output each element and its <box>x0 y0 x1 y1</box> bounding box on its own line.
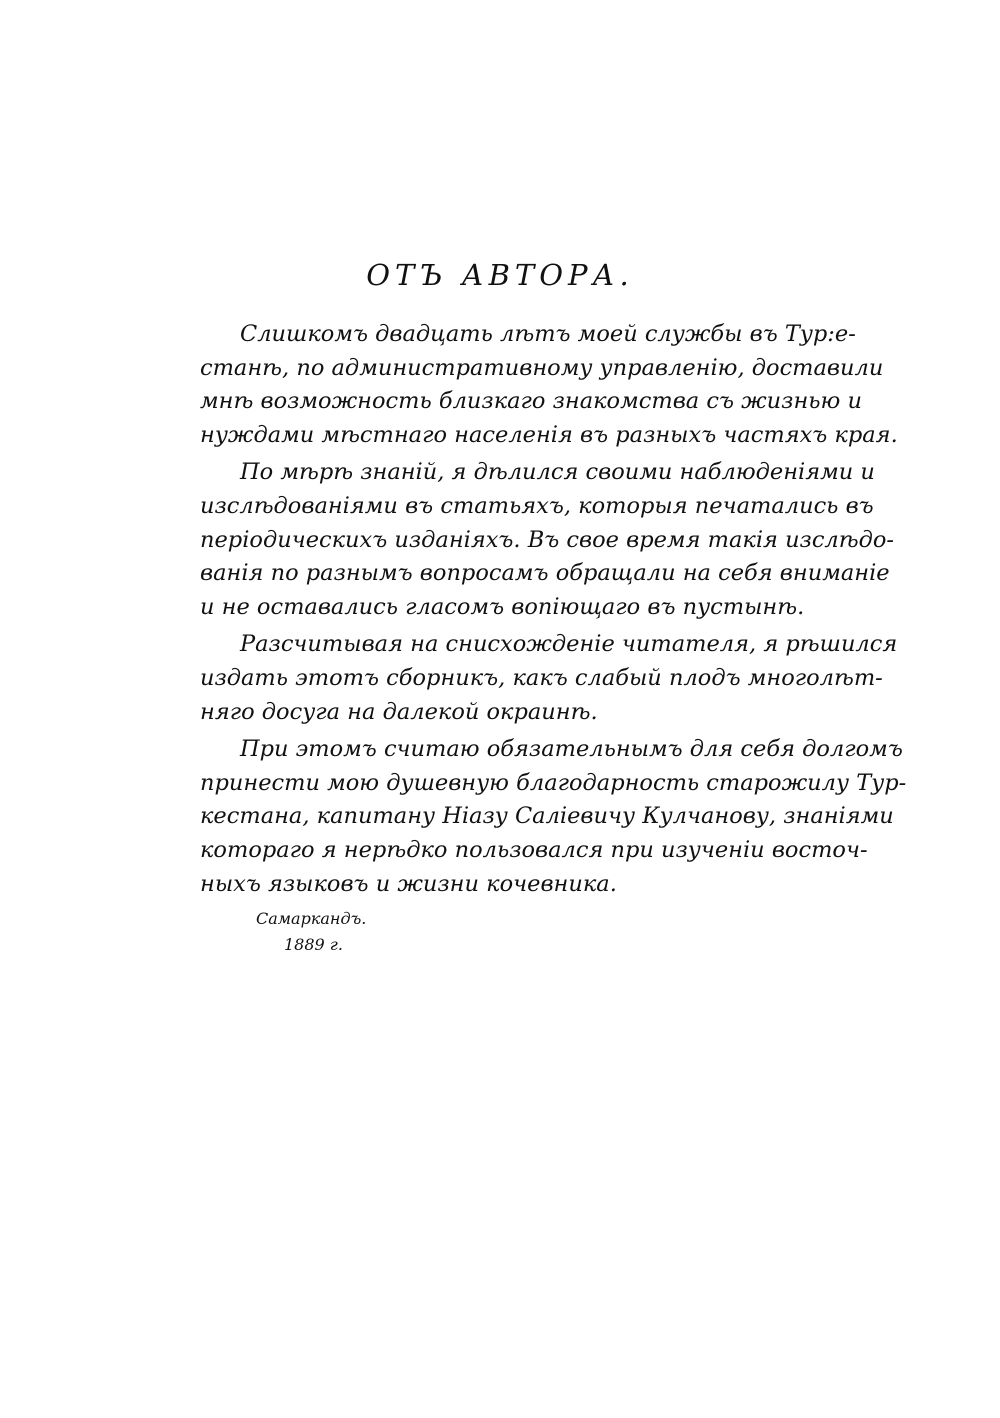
text-line: Слишкомъ двадцать лѣтъ моей службы въ Тур:е- <box>240 321 856 347</box>
text-line: По мѣрѣ знаній, я дѣлился своими наблюденіями и <box>240 459 875 486</box>
signature-year: 1889 г. <box>284 935 343 954</box>
text-line: и не оставались гласомъ вопіющаго въ пустынѣ. <box>200 593 805 620</box>
text-line: станѣ, по административному управленію, доставили <box>200 354 884 381</box>
text-line: няго досуга на далекой окраинѣ. <box>200 698 598 725</box>
text-line: При этомъ считаю обязательнымъ для себя долгомъ <box>240 736 903 763</box>
signature-block <box>256 906 366 958</box>
text-line: ныхъ языковъ и жизни кочевника. <box>200 870 617 897</box>
signature-place: Самаркандъ. <box>256 909 367 928</box>
text-line: издать этотъ сборникъ, какъ слабый плодъ многолѣт- <box>200 664 883 691</box>
text-line: Разсчитывая на снисхожденіе читателя, я рѣшился <box>240 631 898 658</box>
text-line: нуждами мѣстнаго населенія въ разныхъ частяхъ края. <box>200 421 898 448</box>
preface-text <box>200 318 907 901</box>
text-line: мнѣ возможность близкаго знакомства съ жизнью и <box>200 388 862 415</box>
page-title: ОТЪ АВТОРА. <box>366 258 634 292</box>
text-line: кестана, капитану Ніазу Саліевичу Кулчанову, знаніями <box>200 803 894 830</box>
text-line: изслѣдованіями въ статьяхъ, которыя печатались въ <box>200 492 874 519</box>
text-line: ванія по разнымъ вопросамъ обращали на себя вниманіе <box>200 560 890 587</box>
text-line: котораго я нерѣдко пользовался при изученіи восточ- <box>200 836 868 863</box>
text-line: принести мою душевную благодарность старожилу Тур- <box>200 769 907 796</box>
text-line: періодическихъ изданіяхъ. Въ свое время такія изслѣдо- <box>200 526 895 553</box>
